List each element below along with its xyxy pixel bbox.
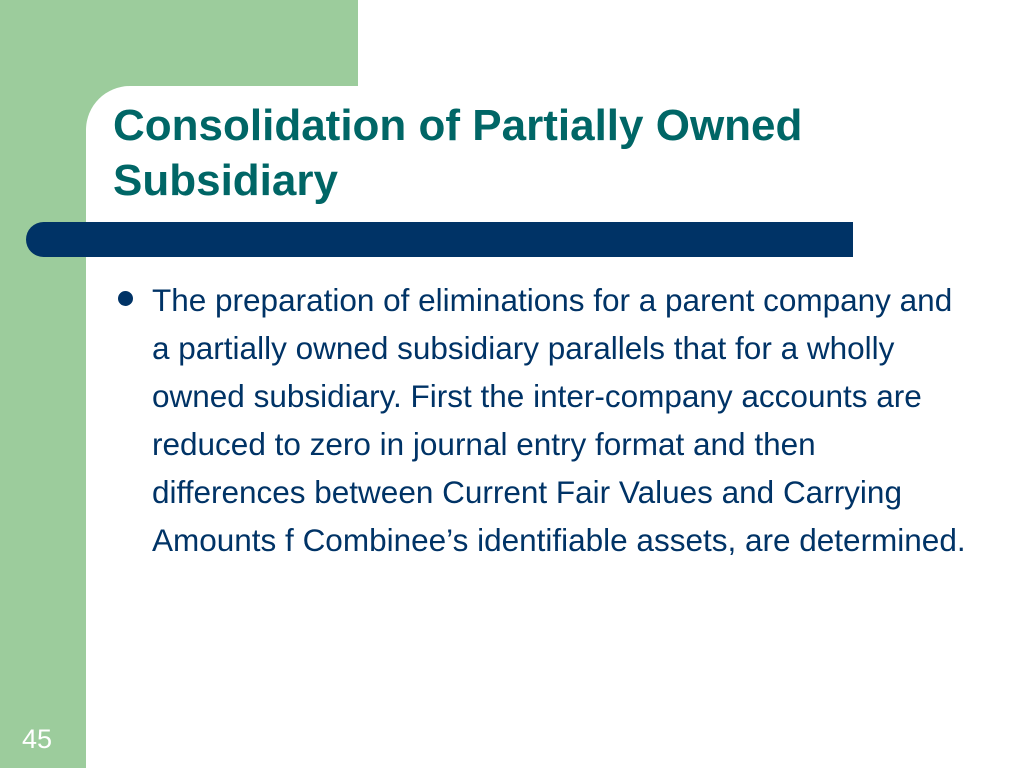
- slide-title: Consolidation of Partially Owned Subsidiary: [113, 101, 803, 205]
- bullet-text: The preparation of eliminations for a parent company and a partially owned subsidiary parallels that for a wholly owned subsidiary. First the inter-company accounts are reduced to zero in journal entry format and then differences between Current Fair Values and Carrying Amounts f Combinee’s identifiable assets, are determined.: [152, 282, 966, 558]
- slide-number: 45: [22, 724, 53, 754]
- bullet-list: [113, 276, 973, 564]
- title-divider-bar: [26, 222, 853, 257]
- bullet-dot-icon: [118, 291, 133, 306]
- bullet-item: [113, 276, 973, 564]
